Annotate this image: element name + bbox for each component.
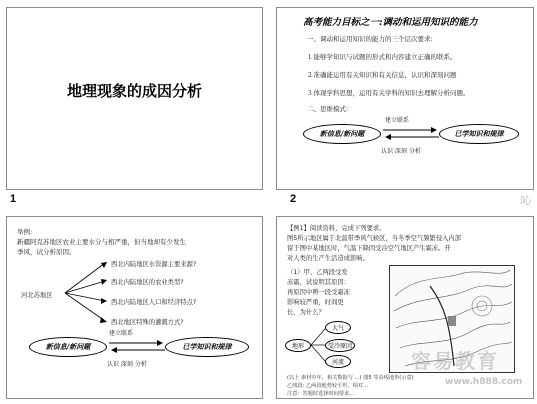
- text-line: 图5所示地区属于北温带季风气候区，当冬季空气频繁侵入内部: [287, 235, 462, 242]
- factor-oval: 大气: [325, 321, 351, 334]
- text-line: 【例1】阅读资料，完成下列要求。: [287, 225, 386, 232]
- slide-4[interactable]: [276, 216, 534, 399]
- new-info-oval: 新信息/新问题: [29, 337, 107, 357]
- factor-oval: 受冷原因: [325, 339, 355, 352]
- double-arrow-icon: [107, 339, 167, 355]
- link-label: 建立联系: [385, 117, 410, 124]
- slide-2[interactable]: [276, 7, 534, 190]
- question-line: 影响较严重，时间更: [287, 299, 344, 306]
- text-line: ⒈能够学知识与试题的形式和内容建立正确的联系。: [307, 53, 457, 61]
- intro-line: 举例:: [17, 228, 33, 236]
- slide-1[interactable]: [6, 7, 263, 190]
- intro-line: 季风，试分析原因。: [17, 248, 76, 256]
- known-knowledge-oval: 已学知识和规律: [165, 337, 249, 357]
- factor-oval: 河流: [325, 355, 351, 368]
- text-line: ⒉准确能运用有关知识和有关信息，认识和深刻问题: [307, 71, 457, 79]
- caption-line: 注意：答题时选择时间要求...: [287, 391, 355, 397]
- branch-arrows-icon: [63, 259, 113, 329]
- question-line: 长，为什么？: [287, 309, 325, 316]
- watermark-char: 吣: [520, 194, 531, 207]
- branch-item: 西北内陆地区的农业类型?: [111, 279, 184, 286]
- branch-item: 西北内陆地区人口和经济特点?: [111, 299, 197, 306]
- caption-line: 乙线段: 乙两段地势较平坦，相对...: [287, 383, 368, 389]
- slide-title: 地理现象的成因分析: [66, 82, 202, 100]
- new-info-oval: 新信息/新问题: [303, 124, 381, 144]
- text-line: 一、调动和运用知识的能力的三个层次要求:: [307, 35, 433, 43]
- watermark-text: 容易教育: [411, 349, 499, 373]
- slide-3[interactable]: [6, 216, 263, 399]
- known-knowledge-oval: 已学知识和规律: [439, 124, 519, 144]
- link-label: 建立联系: [109, 330, 134, 337]
- process-label: 认识 深刻 分析: [381, 148, 421, 155]
- caption-line: (以上 素材中年，相关数据与 ...) 图5 等高线地形(示意): [287, 375, 414, 381]
- question-line: （1）甲、乙两段受发: [287, 269, 348, 276]
- process-label: 认识 深刻 分析: [107, 361, 147, 368]
- watermark-url: www.h888.com: [445, 377, 523, 387]
- text-line: ⒊体现学科思想，运用有关学科的知识去理解分析问题。: [307, 89, 470, 97]
- text-line: 对人类的生产生活造成影响。: [287, 255, 369, 262]
- text-line: 二、思维模式:: [307, 105, 349, 113]
- intro-line: 新疆阿克苏地区农业主要水分与相严重，但当地却有少发生: [17, 238, 186, 246]
- text-line: 留于图中某地区时，气温下降因受冷空气地区产生霜冻。开: [287, 245, 451, 252]
- branch-item: 西北地区特殊的灌溉方式?: [111, 319, 184, 326]
- root-label: 河北苏地区: [21, 292, 53, 299]
- factor-oval: 地形: [285, 339, 311, 352]
- branch-item: 西北内陆地区水资源主要来源?: [111, 261, 197, 268]
- slide-number: 2: [290, 193, 297, 205]
- double-arrow-icon: [381, 126, 441, 142]
- slide-title: 高考能力目标之一:调动和运用知识的能力: [303, 17, 478, 28]
- slide-number: 1: [10, 193, 17, 205]
- factor-lines-icon: [310, 327, 330, 367]
- question-line: 冻霜，试说明其原因：: [287, 279, 350, 286]
- question-line: 再原因中辨一段受霜冻: [287, 289, 350, 296]
